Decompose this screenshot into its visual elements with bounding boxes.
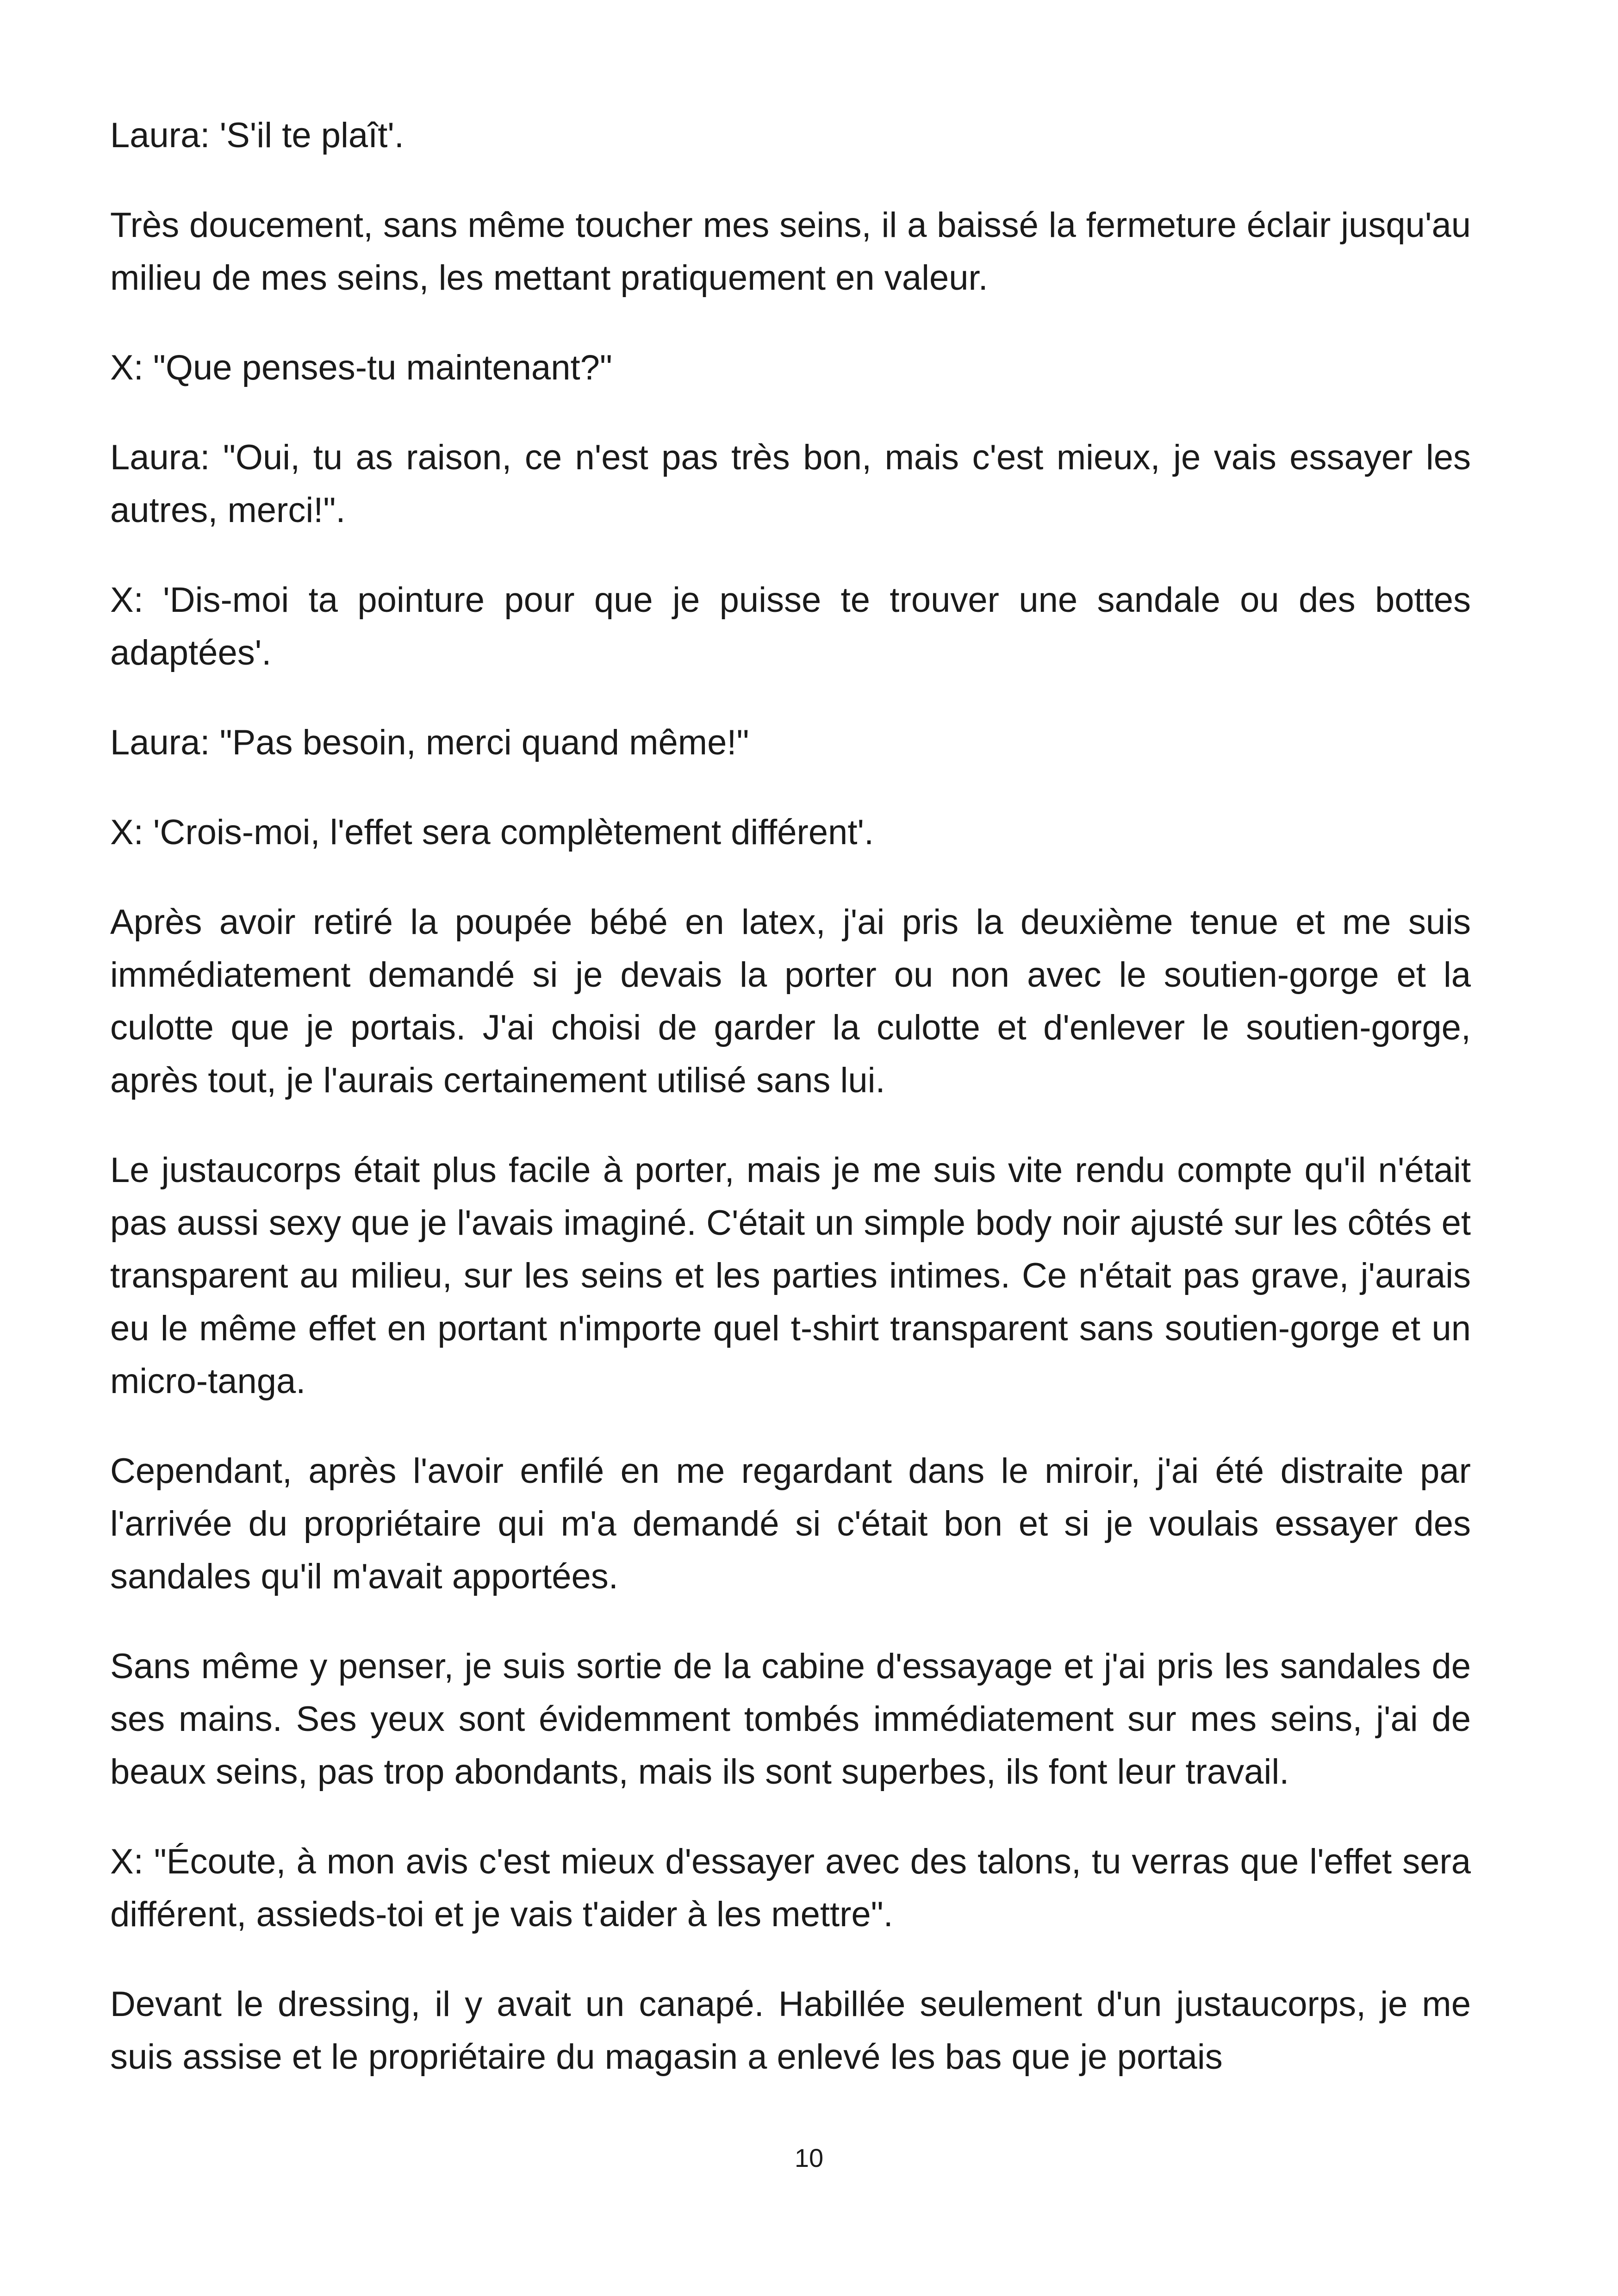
paragraph: Sans même y penser, je suis sortie de la cabine d'essayage et j'ai pris les sandales de ses mains. Ses yeux sont évidemment tombés immédiatement sur mes seins, j'ai de beaux seins, pas trop abondants, mais ils sont superbes, ils font leur travail.	[110, 1647, 1471, 1792]
paragraph: X: "Écoute, à mon avis c'est mieux d'essayer avec des talons, tu verras que l'effet sera différent, assieds-toi et je vais t'aider à les mettre".	[110, 1842, 1471, 1934]
paragraph: Laura: "Oui, tu as raison, ce n'est pas très bon, mais c'est mieux, je vais essayer les autres, merci!".	[110, 438, 1471, 530]
paragraph: X: 'Dis-moi ta pointure pour que je puisse te trouver une sandale ou des bottes adaptées'.	[110, 580, 1471, 672]
paragraph: X: "Que penses-tu maintenant?"	[110, 348, 612, 387]
paragraph: Devant le dressing, il y avait un canapé. Habillée seulement d'un justaucorps, je me suis assise et le propriétaire du magasin a enlevé les bas que je portais	[110, 1985, 1471, 2077]
paragraph: Très doucement, sans même toucher mes seins, il a baissé la fermeture éclair jusqu'au milieu de mes seins, les mettant pratiquement en valeur.	[110, 205, 1471, 298]
page-body	[110, 109, 1471, 2084]
paragraph: X: 'Crois-moi, l'effet sera complètement différent'.	[110, 813, 874, 852]
paragraph: Cependant, après l'avoir enfilé en me regardant dans le miroir, j'ai été distraite par l'arrivée du propriétaire qui m'a demandé si c'était bon et si je voulais essayer des sandales qu'il m'avait apportées.	[110, 1451, 1471, 1596]
paragraph: Après avoir retiré la poupée bébé en latex, j'ai pris la deuxième tenue et me suis immédiatement demandé si je devais la porter ou non avec le soutien-gorge et la culotte que je portais. J'ai choisi de garder la culotte et d'enlever le soutien-gorge, après tout, je l'aurais certainement utilisé sans lui.	[110, 902, 1471, 1100]
page-number: 10	[794, 2143, 824, 2172]
paragraph: Le justaucorps était plus facile à porter, mais je me suis vite rendu compte qu'il n'était pas aussi sexy que je l'avais imaginé. C'était un simple body noir ajusté sur les côtés et transparent au milieu, sur les seins et les parties intimes. Ce n'était pas grave, j'aurais eu le même effet en portant n'importe quel t-shirt transparent sans soutien-gorge et un micro-tanga.	[110, 1151, 1471, 1401]
paragraph: Laura: "Pas besoin, merci quand même!"	[110, 723, 749, 762]
paragraph: Laura: 'S'il te plaît'.	[110, 116, 404, 155]
